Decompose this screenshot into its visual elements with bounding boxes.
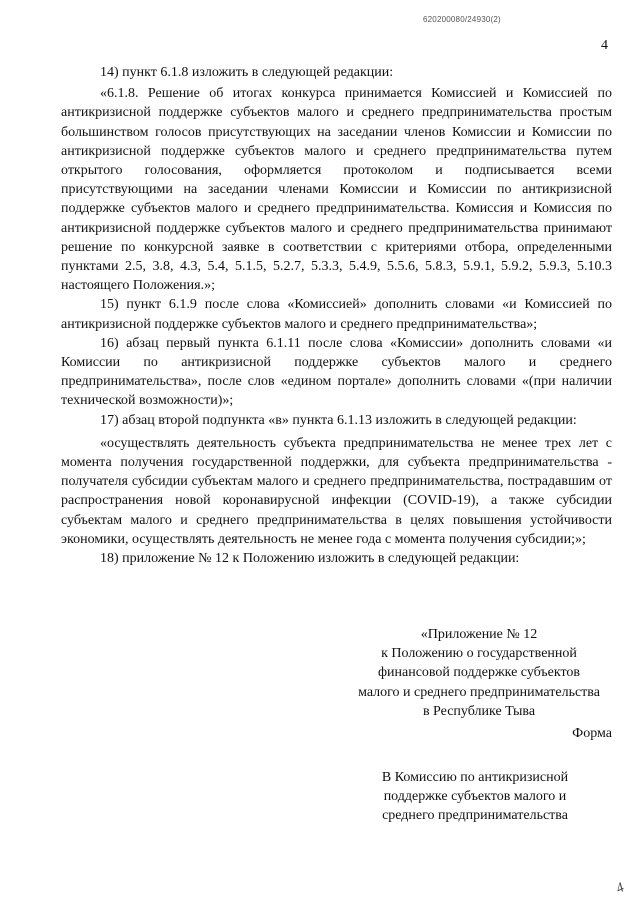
handwritten-mark: 4: [613, 880, 627, 897]
appendix-heading-line: к Положению о государственной: [381, 646, 577, 662]
appendix-heading-line: в Республике Тыва: [422, 703, 536, 719]
paragraph-item-18: 18) приложение № 12 к Положению изложить в следующей редакции:: [100, 551, 520, 567]
form-label: Форма: [572, 726, 612, 741]
recipient-block: [365, 768, 585, 826]
paragraph-item-17: 17) абзац второй подпункта «в» пункта 6.1.13 изложить в следующей редакции:: [100, 412, 577, 428]
paragraph-item-14: 14) пункт 6.1.8 изложить в следующей редакции:: [100, 65, 394, 80]
recipient-line: среднего предпринимательства: [382, 808, 568, 824]
paragraph-item-16: 16) абзац первый пункта 6.1.11 после слова «Комиссии» дополнить словами «и Комиссии по антикризисной поддержке субъектов малого и среднего предпринимательства», после слов «едином портале» дополнить словами «(при наличии технической возможности)»;: [61, 335, 612, 409]
paragraph-quote-subpoint-v: «осуществлять деятельность субъекта предпринимательства не менее трех лет с момента получения государственной поддержки, для субъекта предпринимательства - получателя субсидии субъектам малого и среднего предпринимательства, пострадавшим от распространения новой коронавирусной инфекции (COVID-19), а также субсидии субъектам малого и среднего предпринимательства в целях повышения устойчивости экономики, осуществлять деятельность не менее года с момента получения субсидии;»;: [61, 435, 612, 547]
appendix-heading: [320, 625, 638, 721]
paragraph-quote-6-1-8: «6.1.8. Решение об итогах конкурса принимается Комиссией и Комиссией по антикризисной поддержке субъектов малого и среднего предпринимательства простым большинством голосов присутствующих на заседании членов Комиссии и Комиссии по антикризисной поддержке субъектов малого и среднего предпринимательства путем открытого голосования, оформляется протоколом и подписывается всеми присутствующими на заседании членами Комиссии и Комиссии по антикризисной поддержке субъектов малого и среднего предпринимательства. Комиссия и Комиссия по антикризисной поддержке субъектов малого и среднего предпринимательства принимают решение по конкурсной заявке в соответствии с критериями отбора, определенными пунктами 2.5, 3.8, 4.3, 5.4, 5.1.5, 5.2.7, 5.3.3, 5.4.9, 5.5.6, 5.8.3, 5.9.1, 5.9.2, 5.9.3, 5.10.3 настоящего Положения.»;: [61, 86, 612, 294]
appendix-heading-line: «Приложение № 12: [420, 627, 538, 642]
recipient-line: поддержке субъектов малого и: [383, 789, 567, 805]
appendix-heading-line: малого и среднего предпринимательства: [358, 684, 600, 700]
appendix-heading-line: финансовой поддержке субъектов: [377, 665, 581, 681]
body-text: [61, 63, 612, 568]
paragraph-item-15: 15) пункт 6.1.9 после слова «Комиссией» дополнить словами «и Комиссией по антикризисной поддержке субъектов малого и среднего предпринимательства»;: [61, 297, 612, 332]
page-number: 4: [601, 38, 608, 53]
document-code: 620200080/24930(2): [423, 15, 501, 24]
recipient-line: В Комиссию по антикризисной: [381, 770, 569, 785]
